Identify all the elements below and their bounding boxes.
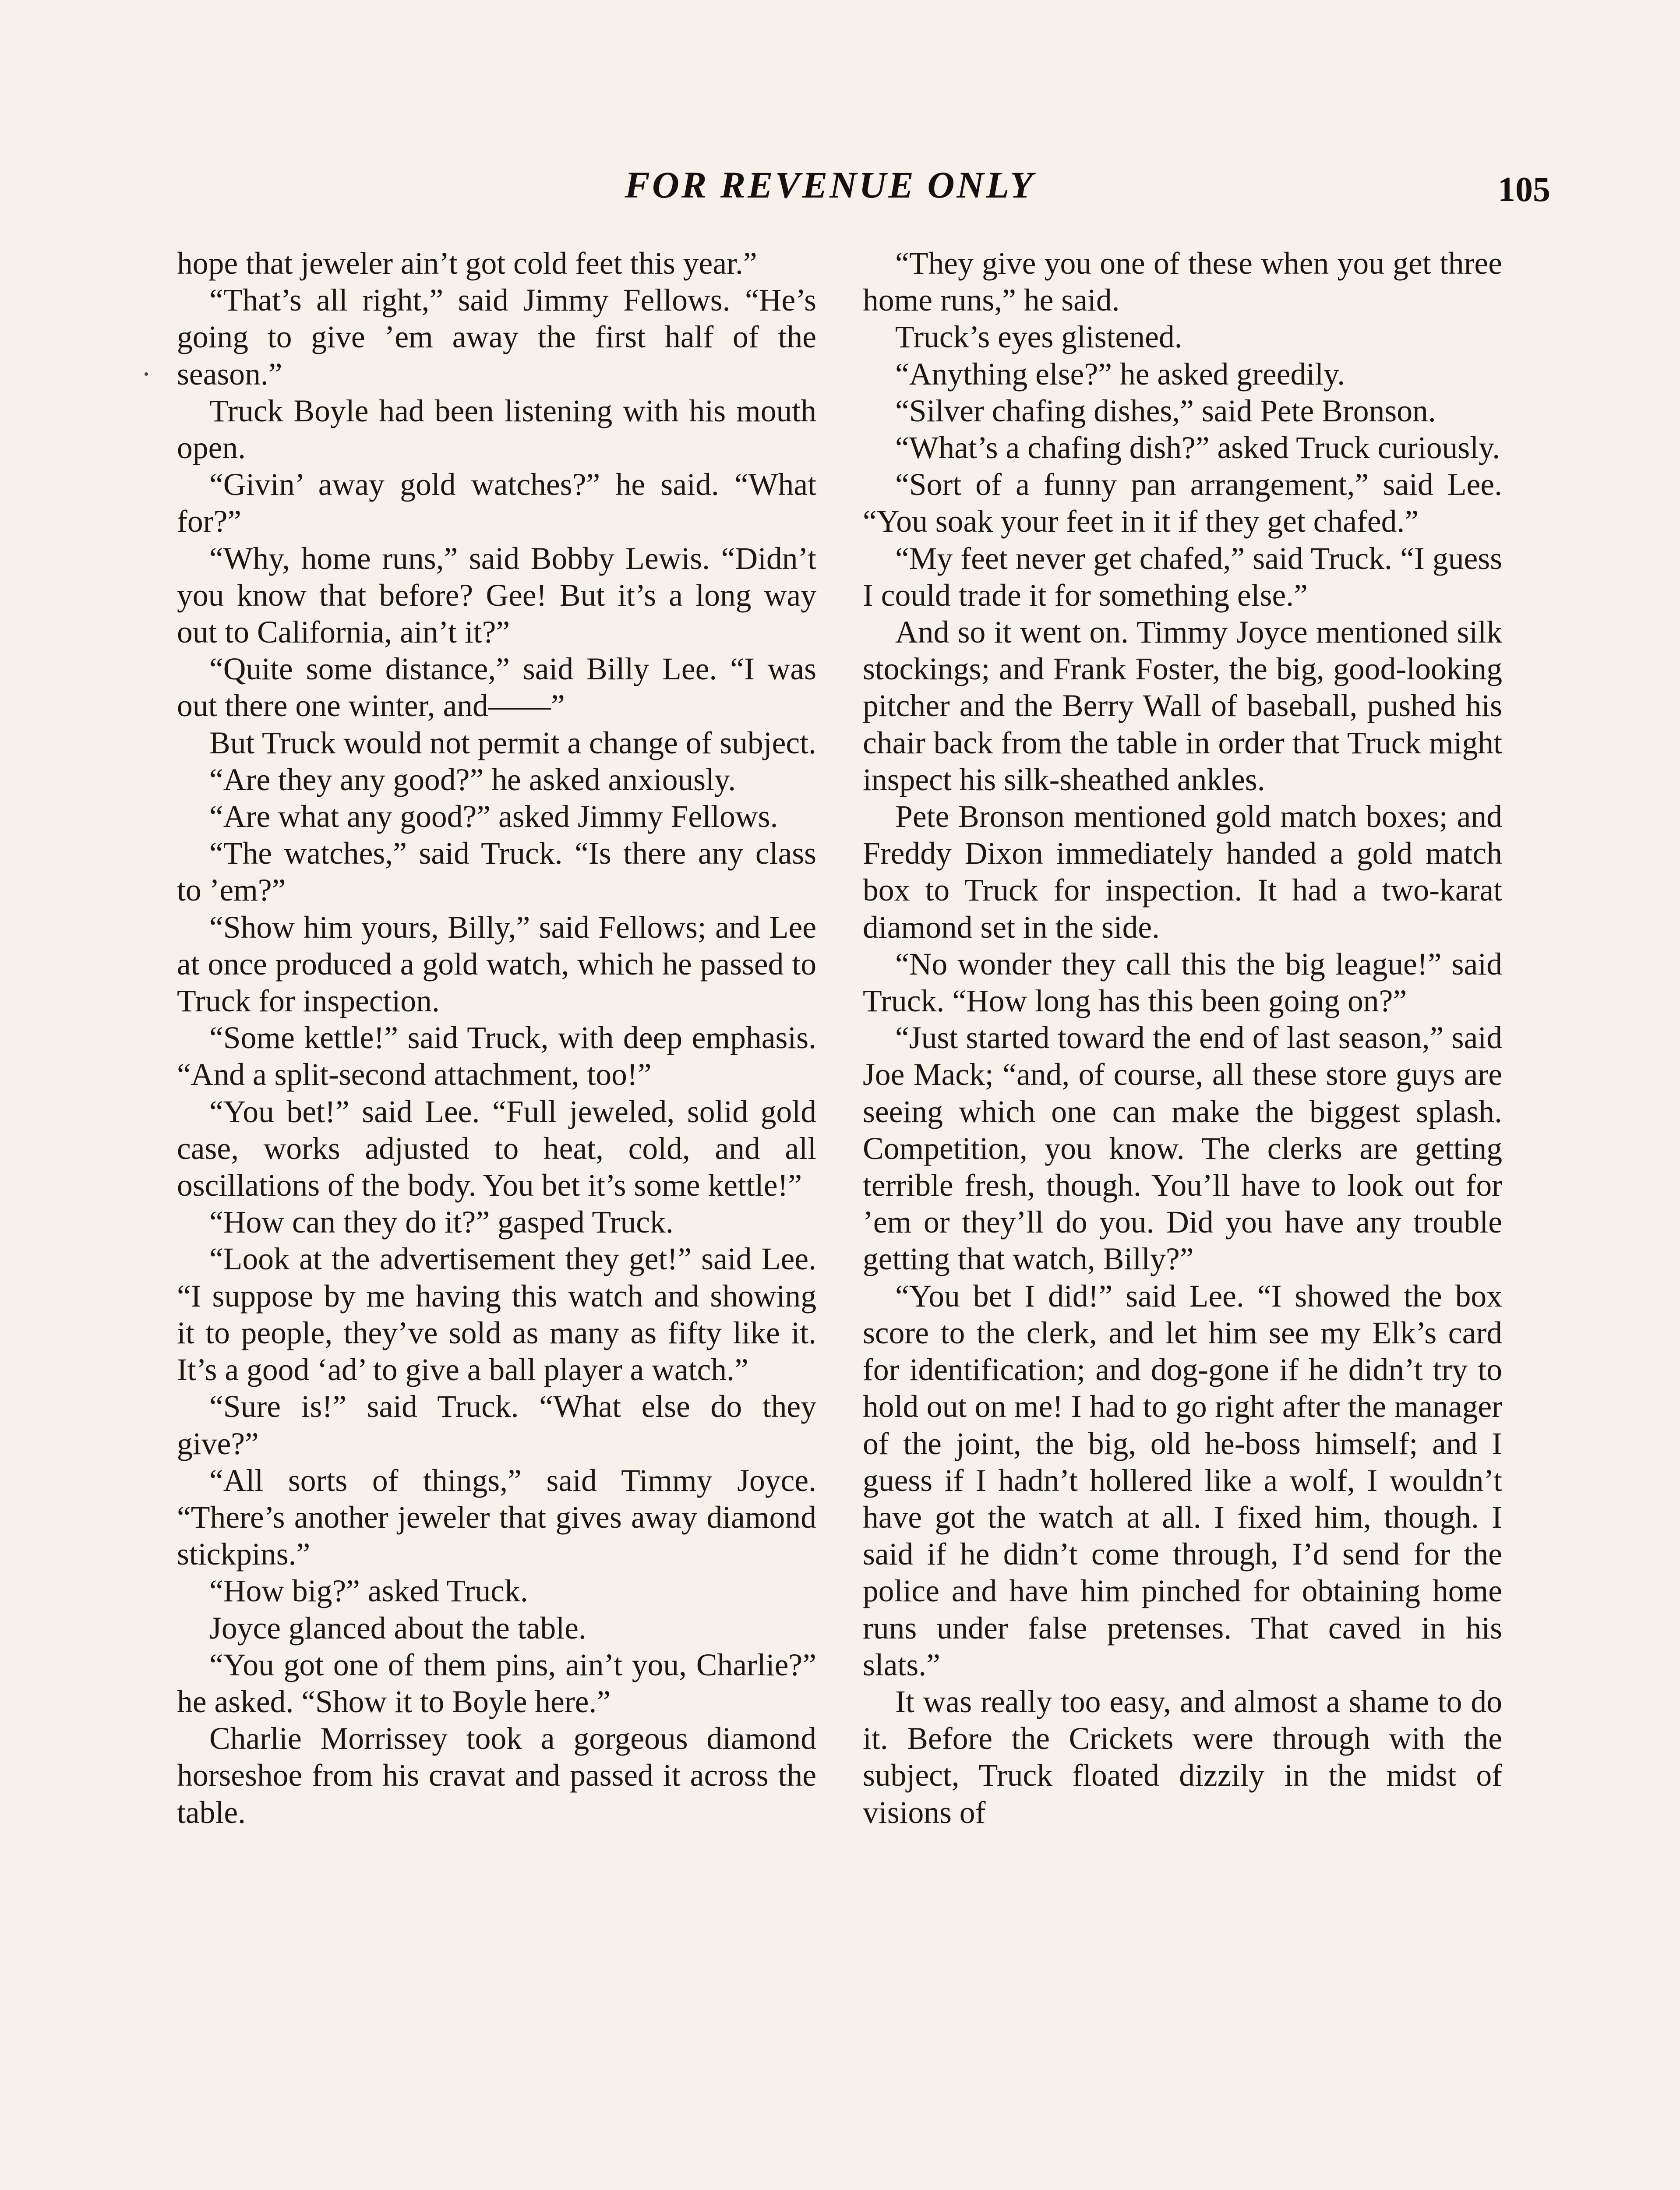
- right-column: [863, 245, 1502, 1831]
- paragraph: “You bet I did!” said Lee. “I showed the box score to the clerk, and let him see my Elk’s card for identification; and dog-gone if he didn’t try to hold out on me! I had to go right after the manager of the joint, the big, old he-boss himself; and I guess if I hadn’t hollered like a wolf, I wouldn’t have got the watch at all. I fixed him, though. I said if he didn’t come through, I’d send for the police and have him pinched for obtaining home runs under false pretenses. That caved in his slats.”: [863, 1279, 1502, 1682]
- paragraph: But Truck would not permit a change of subject.: [209, 725, 816, 760]
- paragraph: “You bet!” said Lee. “Full jeweled, solid gold case, works adjusted to heat, cold, and all oscillations of the body. You bet it’s some kettle!”: [177, 1094, 816, 1203]
- paragraph: “Look at the advertisement they get!” said Lee. “I suppose by me having this watch and showing it to people, they’ve sold as many as fifty like it. It’s a good ‘ad’ to give a ball player a watch.”: [177, 1242, 816, 1388]
- paragraph: Joyce glanced about the table.: [209, 1611, 586, 1646]
- left-column: [177, 245, 816, 1831]
- paragraph: “They give you one of these when you get three home runs,” he said.: [863, 246, 1502, 318]
- paragraph: “What’s a chafing dish?” asked Truck curiously.: [895, 431, 1500, 466]
- paragraph: “Show him yours, Billy,” said Fellows; and Lee at once produced a gold watch, which he passed to Truck for inspection.: [177, 910, 816, 1019]
- paragraph: “That’s all right,” said Jimmy Fellows. “He’s going to give ’em away the first half of the season.”: [177, 283, 816, 392]
- paragraph: Pete Bronson mentioned gold match boxes; and Freddy Dixon immediately handed a gold match box to Truck for inspection. It had a two-karat diamond set in the side.: [863, 799, 1502, 945]
- page-number: 105: [1498, 170, 1550, 209]
- paragraph: It was really too easy, and almost a shame to do it. Before the Crickets were through with the subject, Truck floated dizzily in the midst of visions of: [863, 1684, 1502, 1830]
- paragraph: Charlie Morrissey took a gorgeous diamond horseshoe from his cravat and passed it across the table.: [177, 1721, 816, 1830]
- paragraph: “No wonder they call this the big league!” said Truck. “How long has this been going on?”: [863, 947, 1502, 1019]
- paragraph: “You got one of them pins, ain’t you, Charlie?” he asked. “Show it to Boyle here.”: [177, 1647, 816, 1719]
- paragraph: “Anything else?” he asked greedily.: [895, 357, 1345, 392]
- paragraph: “Sort of a funny pan arrangement,” said Lee. “You soak your feet in it if they get chafed.”: [863, 467, 1502, 539]
- paragraph: Truck’s eyes glistened.: [895, 320, 1182, 355]
- paragraph: “Givin’ away gold watches?” he said. “What for?”: [177, 467, 816, 539]
- paragraph: “The watches,” said Truck. “Is there any class to ’em?”: [177, 836, 816, 908]
- paragraph: “Sure is!” said Truck. “What else do they give?”: [177, 1389, 816, 1461]
- paragraph: “How big?” asked Truck.: [209, 1574, 528, 1609]
- paragraph: “Are what any good?” asked Jimmy Fellows.: [209, 799, 778, 834]
- paragraph: “All sorts of things,” said Timmy Joyce. “There’s another jeweler that gives away diamond stickpins.”: [177, 1463, 816, 1572]
- paragraph: hope that jeweler ain’t got cold feet this year.”: [177, 246, 757, 281]
- running-title: FOR REVENUE ONLY: [625, 164, 1035, 206]
- paragraph: “Quite some distance,” said Billy Lee. “I was out there one winter, and——”: [177, 652, 816, 724]
- paragraph: And so it went on. Timmy Joyce mentioned silk stockings; and Frank Foster, the big, good-looking pitcher and the Berry Wall of baseball, pushed his chair back from the table in order that Truck might inspect his silk-sheathed ankles.: [863, 615, 1502, 797]
- paragraph: Truck Boyle had been listening with his mouth open.: [177, 393, 816, 466]
- paragraph: “Why, home runs,” said Bobby Lewis. “Didn’t you know that before? Gee! But it’s a long way out to California, ain’t it?”: [177, 541, 816, 650]
- print-speck: [145, 372, 148, 376]
- paragraph: “Some kettle!” said Truck, with deep emphasis. “And a split-second attachment, too!”: [177, 1021, 816, 1092]
- paragraph: “Are they any good?” he asked anxiously.: [209, 762, 736, 797]
- paragraph: “Silver chafing dishes,” said Pete Bronson.: [895, 393, 1436, 428]
- paragraph: “How can they do it?” gasped Truck.: [209, 1205, 674, 1240]
- paragraph: “Just started toward the end of last season,” said Joe Mack; “and, of course, all these store guys are seeing which one can make the biggest splash. Competition, you know. The clerks are getting terrible fresh, though. You’ll have to look out for ’em or they’ll do you. Did you have any trouble getting that watch, Billy?”: [863, 1021, 1502, 1277]
- paragraph: “My feet never get chafed,” said Truck. “I guess I could trade it for something else.”: [863, 541, 1502, 613]
